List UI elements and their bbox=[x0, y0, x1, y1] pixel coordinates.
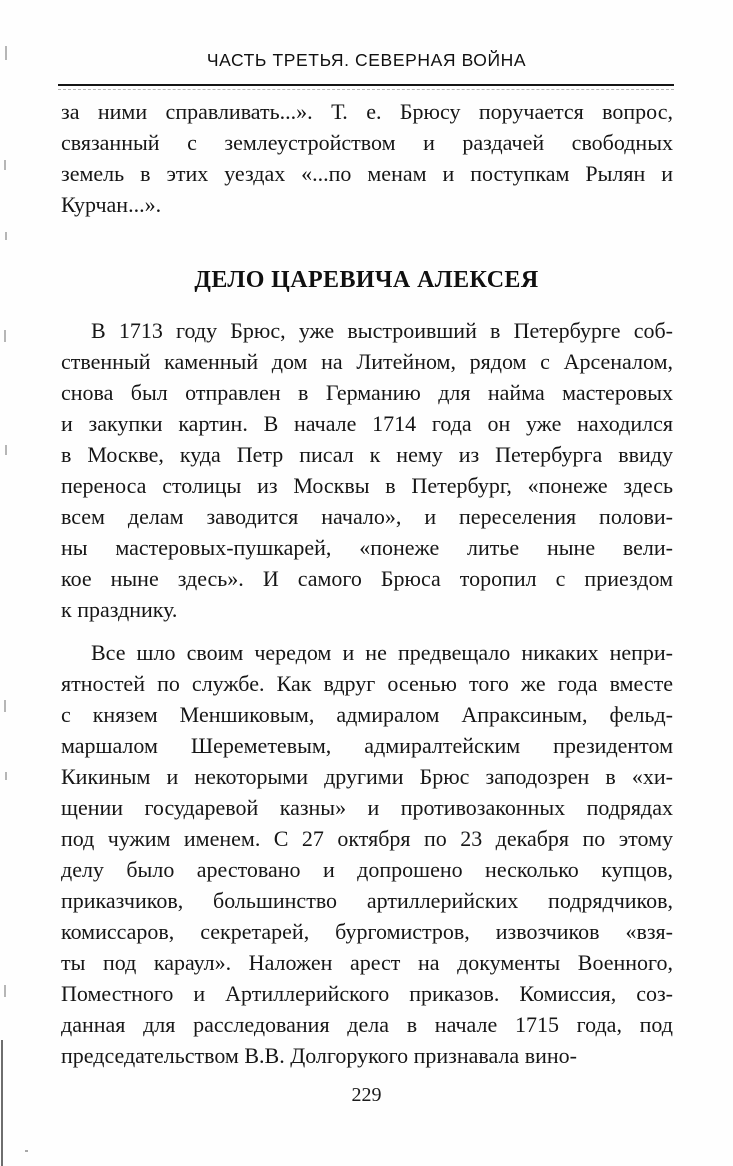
text-line: под чужим именем. С 27 октября по 23 декабря по этому bbox=[61, 826, 673, 851]
scan-artifact bbox=[4, 160, 6, 170]
text-line: ятностей по службе. Как вдруг осенью того же года вместе bbox=[61, 671, 673, 696]
text-line: к празднику. bbox=[61, 597, 178, 622]
text-line: связанный с землеустройством и раздачей свободных bbox=[61, 130, 673, 155]
text-line: председательством В.В. Долгорукого признавала вино- bbox=[61, 1043, 577, 1068]
text-line: за ними справливать...». Т. е. Брюсу поручается вопрос, bbox=[61, 99, 673, 124]
text-line: переноса столицы из Москвы в Петербург, «понеже здесь bbox=[61, 473, 673, 498]
text-line: щении государевой казны» и противозаконных подрядах bbox=[61, 795, 673, 820]
scan-edge-line bbox=[1, 1040, 3, 1166]
text-line: кое ныне здесь». И самого Брюса торопил с приездом bbox=[61, 566, 673, 591]
scan-artifact bbox=[4, 330, 6, 342]
paragraph-petersburg bbox=[61, 315, 673, 625]
text-line: ственный каменный дом на Литейном, рядом с Арсеналом, bbox=[61, 349, 673, 374]
text-line: земель в этих уездах «...по менам и поступкам Рылян и bbox=[61, 161, 673, 186]
header-rule bbox=[58, 84, 674, 86]
scan-artifact bbox=[5, 445, 7, 455]
scan-speck bbox=[25, 1150, 28, 1152]
text-line: Все шло своим чередом и не предвещало никаких непри- bbox=[91, 640, 673, 665]
scan-artifact bbox=[5, 46, 7, 60]
scan-artifact bbox=[5, 232, 7, 240]
section-heading: ДЕЛО ЦАРЕВИЧА АЛЕКСЕЯ bbox=[194, 267, 539, 293]
running-header: ЧАСТЬ ТРЕТЬЯ. СЕВЕРНАЯ ВОЙНА bbox=[206, 50, 527, 70]
text-line: в Москве, куда Петр писал к нему из Петербурга ввиду bbox=[61, 442, 673, 467]
text-line: ты под караул». Наложен арест на документы Военного, bbox=[61, 950, 673, 975]
scan-artifact bbox=[4, 985, 6, 997]
paragraph-continuation bbox=[61, 96, 673, 220]
text-line: и закупки картин. В начале 1714 года он уже находился bbox=[61, 411, 673, 436]
text-line: с князем Меншиковым, адмиралом Апраксиным, фельд- bbox=[61, 702, 673, 727]
text-line: снова был отправлен в Германию для найма мастеровых bbox=[61, 380, 673, 405]
text-line: Курчан...». bbox=[61, 192, 162, 217]
scan-artifact bbox=[5, 772, 7, 780]
text-line: ны мастеровых-пушкарей, «понеже литье ныне вели- bbox=[61, 535, 673, 560]
text-line: В 1713 году Брюс, уже выстроивший в Петербурге соб- bbox=[91, 318, 673, 343]
text-line: приказчиков, большинство артиллерийских подрядчиков, bbox=[61, 888, 673, 913]
text-line: комиссаров, секретарей, бургомистров, извозчиков «взя- bbox=[61, 919, 673, 944]
text-line: Кикиным и некоторыми другими Брюс заподозрен в «хи- bbox=[61, 764, 673, 789]
scan-artifact bbox=[4, 700, 6, 712]
page-number: 229 bbox=[351, 1084, 382, 1106]
text-line: маршалом Шереметевым, адмиралтейским президентом bbox=[61, 733, 673, 758]
header-rule-shadow bbox=[58, 89, 674, 90]
text-line: делу было арестовано и допрошено несколько купцов, bbox=[61, 857, 673, 882]
text-line: данная для расследования дела в начале 1715 года, под bbox=[61, 1012, 673, 1037]
paragraph-investigation bbox=[61, 637, 673, 1071]
text-line: Поместного и Артиллерийского приказов. Комиссия, соз- bbox=[61, 981, 673, 1006]
text-line: всем делам заводится начало», и переселения полови- bbox=[61, 504, 673, 529]
